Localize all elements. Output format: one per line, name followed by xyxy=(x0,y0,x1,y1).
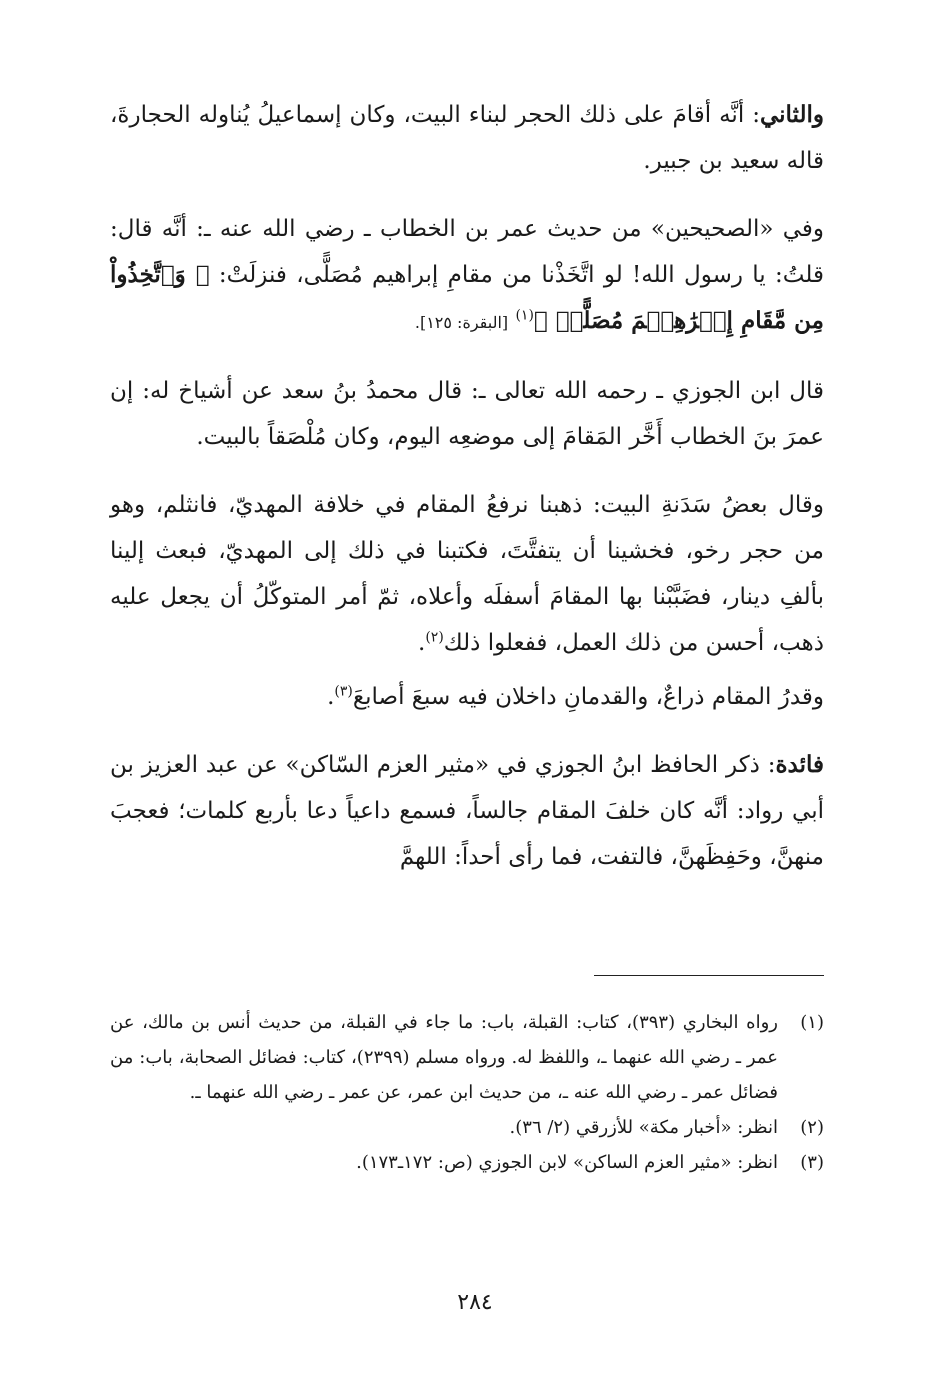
paragraph-text: : أنَّه أقامَ على ذلك الحجر لبناء البيت، وكان إسماعيلُ يُناوله الحجارةَ، قاله سعيد بن جبير. xyxy=(110,102,824,174)
paragraph-text: وفي «الصحيحين» من حديث عمر بن الخطاب ـ رضي الله عنه ـ: أنَّه قال: قلتُ: يا رسول الله! لو اتَّخَذْنا من مقامِ إبراهيم مُصَلًّى، فنزلَتْ: xyxy=(110,216,824,288)
paragraph-3 xyxy=(110,368,824,460)
footnote-number: (٣) xyxy=(800,1152,824,1173)
footnote-separator xyxy=(594,975,824,976)
page-number: ٢٨٤ xyxy=(457,1290,493,1315)
paragraph-4 xyxy=(110,482,824,666)
footnote-item xyxy=(110,1145,824,1180)
paragraph-text: : ذكر الحافظ ابنُ الجوزي في «مثير العزم السّاكن» عن عبد العزيز بن أبي رواد: أنَّه كان خلفَ المقام جالساً، فسمع داعياً دعا بأربع كلمات؛ فعجبَ منهنَّ، وحَفِظَهنَّ، فالتفت، فما رأى أحداً: اللهمَّ xyxy=(110,752,824,870)
footnote-marker: (٣) xyxy=(334,683,353,700)
paragraph-text: وقال بعضُ سَدَنةِ البيت: ذهبنا نرفعُ المقام في خلافة المهديّ، فانثلم، وهو من حجر رخو، فخشينا أن يتفتَّتَ، فكتبنا في ذلك إلى المهديّ، فبعث إلينا بألفِ دينار، فضَبَّبْنا بها المقامَ أسفلَه وأعلاه، ثمّ أمر المتوكّلُ أن يجعل عليه ذهب، أحسن من ذلك العمل، ففعلوا ذلك xyxy=(110,492,824,656)
paragraph-end: . xyxy=(327,684,335,710)
paragraph-2 xyxy=(110,206,824,346)
paragraph-lead-word: والثاني xyxy=(759,101,824,128)
verse-citation: [البقرة: ١٢٥]. xyxy=(414,313,509,332)
footnotes xyxy=(110,1005,824,1180)
footnote-text: رواه البخاري (٣٩٣)، كتاب: القبلة، باب: ما جاء في القبلة، من حديث أنس بن مالك، عن عمر ـ رضي الله عنهما ـ، واللفظ له. ورواه مسلم (٢٣٩٩)، كتاب: فضائل الصحابة، باب: من فضائل عمر ـ رضي الله عنه ـ، من حديث ابن عمر، عن عمر ـ رضي الله عنهما ـ. xyxy=(110,1012,778,1103)
footnote-number: (٢) xyxy=(800,1117,824,1138)
footnote-item xyxy=(110,1005,824,1110)
paragraph-lead-word: فائدة xyxy=(775,751,824,778)
footnote-text: انظر: «مثير العزم الساكن» لابن الجوزي (ص: ١٧٢ـ١٧٣). xyxy=(356,1152,778,1173)
paragraph-text: قال ابن الجوزي ـ رحمه الله تعالى ـ: قال محمدُ بنُ سعد عن أشياخ له: إن عمرَ بنَ الخطاب أَخَّر المَقامَ إلى موضعِه اليوم، وكان مُلْصَقاً بالبيت. xyxy=(110,378,824,450)
paragraph-5 xyxy=(110,674,824,720)
footnote-item xyxy=(110,1110,824,1145)
paragraph-1 xyxy=(110,92,824,184)
paragraph-text: وقدرُ المقام ذراعٌ، والقدمانِ داخلان فيه سبعَ أصابعَ xyxy=(352,684,824,710)
footnote-marker: (١) xyxy=(515,307,534,324)
footnote-text: انظر: «أخبار مكة» للأزرقي (٢/ ٣٦). xyxy=(509,1117,778,1138)
paragraph-6 xyxy=(110,742,824,880)
footnote-marker: (٢) xyxy=(425,629,444,646)
paragraph-end: . xyxy=(418,630,426,656)
quran-verse: ﴿ وَٱتَّخِذُواْ مِن مَّقَامِ إِبۡرَٰهِـۧمَ مُصَلًّىۖ ﴾ xyxy=(110,261,824,334)
footnote-number: (١) xyxy=(800,1012,824,1033)
main-text xyxy=(110,92,824,902)
